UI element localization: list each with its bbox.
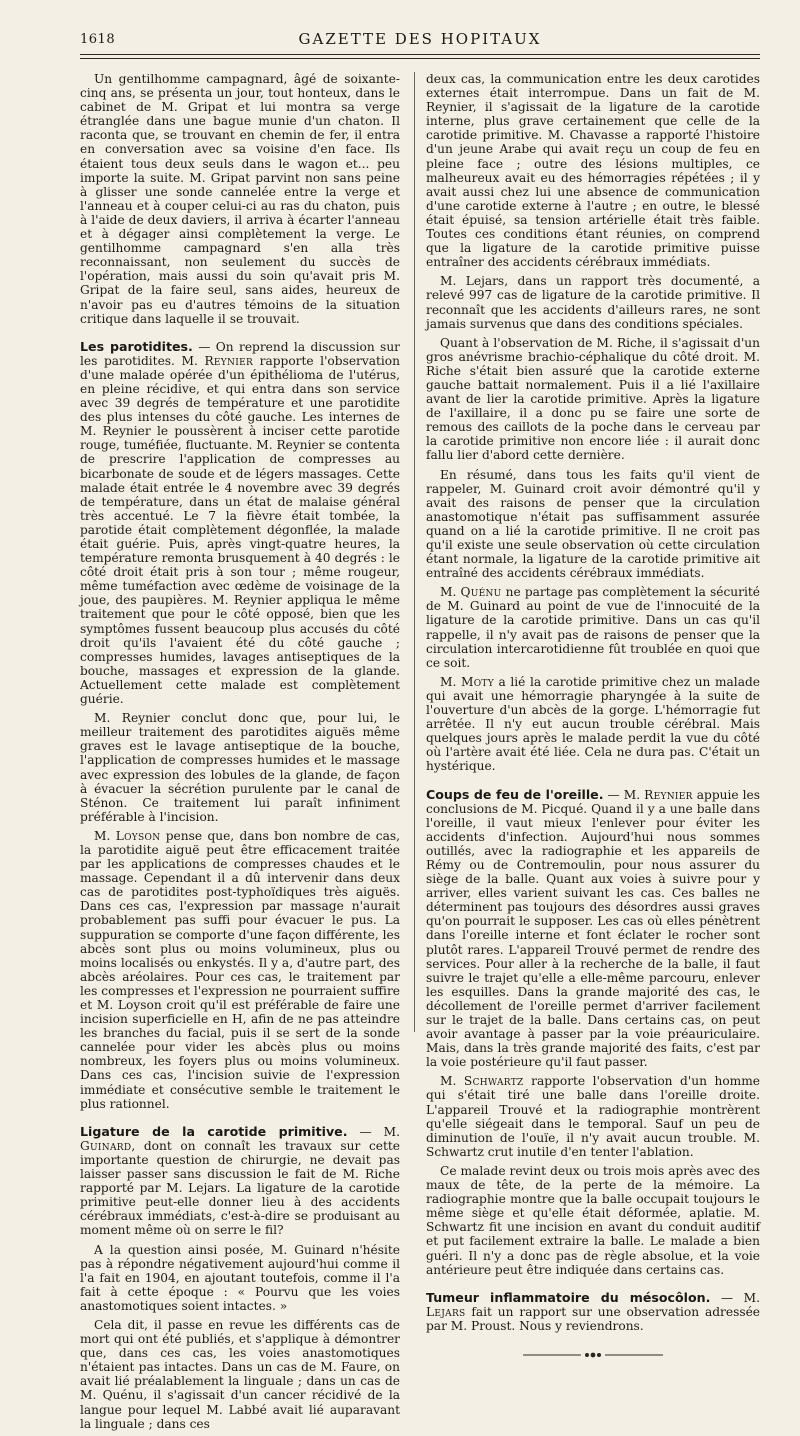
author-name: Moty [460, 674, 494, 689]
paragraph: M. Loyson pense que, dans bon nombre de cas, la parotidite aiguë peut être efficacement traitée par les applications de compresses chaudes et le massage. Cependant il a dû intervenir dans deux cas de parotidites post-typhoïdiques très aiguës. Dans ces cas, l'expression par massage n'aurait probablement pas suffi pour évacuer le pus. La suppuration se comporte d'une façon différente, les abcès sont plus ou moins volumineux, plus ou moins localisés ou enkystés. Il y a, d'autre part, des abcès aréolaires. Pour ces cas, le traitement par les compresses et l'expression ne pourraient suffire et M. Loyson croit qu'il est préférable de faire une incision superficielle en H, afin de ne pas atteindre les branches du facial, puis il se sert de la sonde cannelée pour vider les abcès plus ou moins nombreux, les foyers plus ou moins volumineux. Dans ces cas, l'incision suivie de l'expression immédiate et consécutive semble le traitement le plus rationnel. [80, 828, 400, 1111]
column-divider [414, 72, 415, 1032]
section-heading: Tumeur inflammatoire du mésocôlon. [426, 1289, 711, 1305]
section-heading: Coups de feu de l'oreille. [426, 786, 604, 802]
paragraph: Coups de feu de l'oreille. — M. Reynier appuie les conclusions de M. Picqué. Quand il y a une balle dans l'oreille, il vaut mieux l'enlever pour éviter les accidents d'infection. Aujourd'hui nous sommes outillés, avec la radiographie et les appareils de Rémy ou de Contremoulin, pour nous assurer du siège de la balle. Quant aux voies à suivre pour y arriver, elles varient suivant les cas. Ces balles ne déterminent pas toujours des désordres aussi graves qu'on pourrait le supposer. Les cas où elles pénètrent dans l'oreille interne et font éclater le rocher sont plutôt rares. L'appareil Trouvé permet de rendre des services. Pour aller à la recherche de la balle, il faut suivre le trajet qu'elle a elle-même parcouru, enlever les esquilles. Dans la grande majorité des cas, le décollement de l'oreille permet d'arriver facilement sur le trajet de la balle. Dans certains cas, on peut avoir avantage à passer par la voie préauriculaire. Mais, dans la très grande majorité des faits, c'est par la voie postérieure qu'il faut passer. [426, 786, 760, 1070]
author-name: Reynier [644, 787, 693, 802]
author-name: Quénu [460, 585, 502, 600]
paragraph: M. Moty a lié la carotide primitive chez un malade qui avait une hémorragie pharyngée à la suite de l'ouverture d'un abcès de la gorge. L'hémorragie fut arrêtée. Il n'y eut aucun trouble cérébral. Mais quelques jours après le malade perdit la vue du côté où l'artère avait été liée. Cela ne dura pas. C'était un hystérique. [426, 674, 760, 774]
paragraph: Ce malade revint deux ou trois mois après avec des maux de tête, de la perte de la mémoire. La radiographie montre que la balle occupait toujours le même siège et qu'elle était déformée, aplatie. M. Schwartz fit une incision en avant du conduit auditif et put facilement extraire la balle. Le malade a bien guéri. Il n'y a donc pas de règle absolue, et la voie antérieure peut être indiquée dans certains cas. [426, 1163, 760, 1277]
paragraph: deux cas, la communication entre les deux carotides externes était interrompue. Dans un fait de M. Reynier, il s'agissait de la ligature de la carotide interne, plus grave certainement que celle de la carotide primitive. M. Chavasse a rapporté l'histoire d'un jeune Arabe qui avait reçu un coup de feu en pleine face ; outre des lésions multiples, ce malheureux avait eu des hémorragies répétées ; il y avait aussi chez lui une absence de communication d'une carotide externe à l'autre ; en outre, le blessé était épuisé, sa tension artérielle était très faible. Toutes ces conditions étant réunies, on comprend que la ligature de la carotide primitive puisse entraîner des accidents cérébraux immédiats. [426, 72, 760, 270]
author-name: Schwartz [463, 1074, 524, 1089]
paragraph: M. Schwartz rapporte l'observation d'un homme qui s'était tiré une balle dans l'oreille droite. L'appareil Trouvé et la radiographie montrèrent qu'elle siégeait dans le temporal. Sauf un peu de diminution de l'ouïe, il n'y avait aucun trouble. M. Schwartz crut inutile d'en tenter l'ablation. [426, 1074, 760, 1159]
paragraph: Cela dit, il passe en revue les différents cas de mort qui ont été publiés, et s'applique à démontrer que, dans ces cas, les voies anastomotiques n'étaient pas intactes. Dans un cas de M. Faure, on avait lié préalablement la linguale ; dans un cas de M. Quénu, il s'agissait d'un cancer récidivé de la langue pour lequel M. Labbé avait lié auparavant la linguale ; dans ces [80, 1317, 400, 1431]
paragraph: Les parotidites. — On reprend la discussion sur les parotidites. M. Reynier rapporte l'observation d'une malade opérée d'un épithélioma de l'utérus, en pleine récidive, et qui entra dans son service avec 39 degrés de température et une parotidite des plus intenses du côté gauche. Les internes de M. Reynier le poussèrent à inciser cette parotide rouge, tuméfiée, fluctuante. M. Reynier se contenta de prescrire l'application de compresses au bicarbonate de soude et de légers massages. Cette malade était entrée le 4 novembre avec 39 degrés de température, dans un état de malaise général très accentué. Le 7 la fièvre était tombée, la parotide était complètement dégonflée, la malade était guérie. Puis, après vingt-quatre heures, la température remonta brusquement à 40 degrés : le côté droit était pris à son tour ; même rougeur, même tuméfaction avec œdème de voisinage de la joue, des paupières. M. Reynier appliqua le même traitement que pour le côté opposé, bien que les symptômes fussent beaucoup plus accusés du côté droit qu'ils l'avaient été du côté gauche ; compresses humides, lavages antiseptiques de la bouche, massages et expression de la glande. Actuellement cette malade est complètement guérie. [80, 338, 400, 707]
author-name: Lejars [426, 1304, 466, 1319]
author-name: Loyson [115, 828, 161, 843]
paragraph: M. Quénu ne partage pas complètement la sécurité de M. Guinard au point de vue de l'innocuité de la ligature de la carotide primitive. Dans un cas qu'il rappelle, il n'y avait pas de raisons de penser que la circulation intercarotidienne fût troublée en quoi que ce soit. [426, 585, 760, 670]
page-header [80, 26, 760, 66]
left-column [80, 72, 400, 1436]
paragraph: Ligature de la carotide primitive. — M. Guinard, dont on connaît les travaux sur cette importante question de chirurgie, ne devait pas laisser passer sans discussion le fait de M. Riche rapporté par M. Lejars. La ligature de la carotide primitive peut-elle donner lieu à des accidents cérébraux immédiats, c'est-à-dire se produisant au moment même où on serre le fil? [80, 1123, 400, 1238]
paragraph: Tumeur inflammatoire du mésocôlon. — M. Lejars fait un rapport sur une observation adressée par M. Proust. Nous y reviendrons. [426, 1289, 760, 1333]
header-rule [80, 58, 760, 59]
paragraph: M. Reynier conclut donc que, pour lui, le meilleur traitement des parotidites aiguës même graves est le lavage antiseptique de la bouche, l'application de compresses humides et le massage avec expression des lobules de la glande, de façon à évacuer la sécrétion purulente par le canal de Sténon. Ce traitement lui paraît infiniment préférable à l'incision. [80, 711, 400, 824]
journal-title: GAZETTE DES HOPITAUX [298, 30, 542, 48]
paragraph: A la question ainsi posée, M. Guinard n'hésite pas à répondre négativement aujourd'hui comme il l'a fait en 1904, en ajoutant toutefois, comme il l'a fait à cette époque : « Pourvu que les voies anastomotiques soient intactes. » [80, 1242, 400, 1313]
author-name: Reynier [204, 353, 254, 368]
header-rule [80, 54, 760, 55]
right-column [426, 72, 760, 1359]
section-heading: Ligature de la carotide primitive. [80, 1123, 348, 1139]
page-number: 1618 [80, 32, 116, 47]
paragraph: Quant à l'observation de M. Riche, il s'agissait d'un gros anévrisme brachio-céphalique du côté droit. M. Riche s'était bien assuré que la carotide externe gauche battait normalement. Puis il a lié l'axillaire avant de lier la carotide primitive. Après la ligature de l'axillaire, il a donc pu se faire une sorte de remous des caillots de la poche dans le cerveau par la carotide primitive non encore liée : il aurait donc fallu lier d'abord cette dernière. [426, 335, 760, 463]
paragraph: M. Lejars, dans un rapport très documenté, a relevé 997 cas de ligature de la carotide primitive. Il reconnaît que les accidents d'ailleurs rares, ne sont jamais survenus que dans des conditions spéciales. [426, 274, 760, 331]
paragraph: Un gentilhomme campagnard, âgé de soixante-cinq ans, se présenta un jour, tout honteux, dans le cabinet de M. Gripat et lui montra sa verge étranglée dans une bague munie d'un chaton. Il raconta que, se trouvant en chemin de fer, il entra en conversation avec sa voisine d'en face. Ils étaient tous deux seuls dans le wagon et... peu importe la suite. M. Gripat parvint non sans peine à glisser une sonde cannelée entre la verge et l'anneau et à couper celui-ci au ras du chaton, puis à l'aide de deux daviers, il arriva à écarter l'anneau et à dégager ainsi complètement la verge. Le gentilhomme campagnard s'en alla très reconnaissant, non seulement du succès de l'opération, mais aussi du soin qu'avait pris M. Gripat de la faire seul, sans aides, heureux de n'avoir pas eu d'autres témoins de la situation critique dans laquelle il se trouvait. [80, 72, 400, 326]
section-heading: Les parotidites. [80, 338, 193, 354]
author-name: Guinard [80, 1138, 132, 1153]
end-ornament-divider [523, 1351, 663, 1359]
paragraph: En résumé, dans tous les faits qu'il vient de rappeler, M. Guinard croit avoir démontré qu'il y avait des raisons de penser que la circulation anastomotique n'était pas suffisamment assurée quand on a lié la carotide primitive. Il ne croit pas qu'il existe une seule observation où cette circulation étant normale, la ligature de la carotide primitive ait entraîné des accidents cérébraux immédiats. [426, 467, 760, 581]
